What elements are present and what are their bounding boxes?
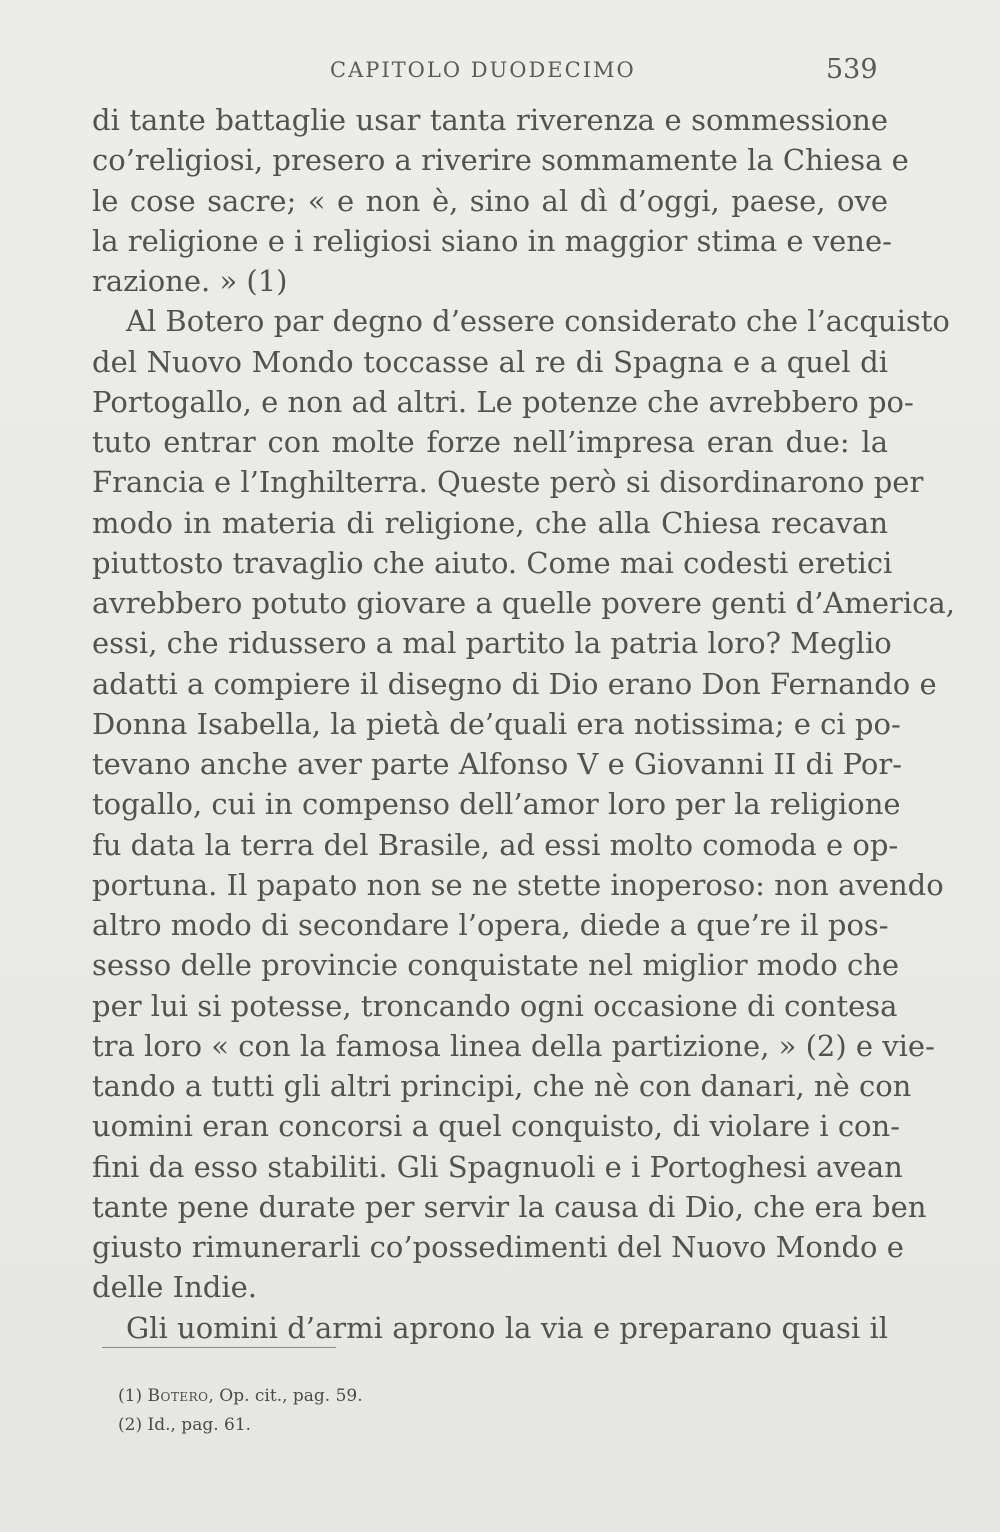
text-line: tando a tutti gli altri principi, che nè con danari, nè con	[92, 1069, 912, 1103]
text-line: modo in materia di religione, che alla Chiesa recavan	[92, 505, 888, 540]
text-line: le cose sacre; « e non è, sino al dì d’oggi, paese, ove	[92, 183, 888, 218]
text-line: del Nuovo Mondo toccasse al re di Spagna e a quel di	[92, 344, 888, 379]
text-line: sesso delle provincie conquistate nel miglior modo che	[92, 948, 900, 983]
text-line: portuna. Il papato non se ne stette inoperoso: non avendo	[92, 867, 944, 902]
text-line: altro modo di secondare l’opera, diede a que’re il pos-	[92, 908, 889, 942]
footnote-author: Botero	[147, 1386, 209, 1406]
running-title: CAPITOLO DUODECIMO	[330, 58, 636, 82]
text-line: fini da esso stabiliti. Gli Spagnuoli e i Portoghesi avean	[92, 1149, 903, 1184]
text-line: Francia e l’Inghilterra. Queste però si disordinarono per	[92, 465, 924, 500]
text-line: tuto entrar con molte forze nell’impresa eran due: la	[92, 425, 888, 459]
text-line: essi, che ridussero a mal partito la patria loro? Meglio	[92, 626, 892, 661]
text-line: togallo, cui in compenso dell’amor loro per la religione	[92, 787, 901, 822]
text-line: tante pene durate per servir la causa di Dio, che era ben	[92, 1189, 927, 1224]
footnote-mark: (2)	[118, 1415, 143, 1435]
footnote-rule	[102, 1347, 336, 1348]
running-head	[0, 54, 1000, 94]
text-line: per lui si potesse, troncando ogni occasione di contesa	[92, 988, 898, 1023]
text-line: Donna Isabella, la pietà de’quali era notissima; e ci po-	[92, 706, 901, 741]
footnote-text: , Op. cit., pag. 59.	[208, 1386, 363, 1406]
text-line: avrebbero potuto giovare a quelle povere genti d’America,	[92, 586, 955, 620]
page-number: 539	[826, 54, 878, 85]
text-line: Al Botero par degno d’essere considerato che l’acquisto	[126, 304, 950, 339]
text-line: Gli uomini d’armi aprono la via e preparano quasi il	[126, 1310, 888, 1345]
text-line: delle Indie.	[92, 1270, 258, 1305]
text-line: la religione e i religiosi siano in maggior stima e vene-	[92, 223, 892, 258]
text-line: Portogallo, e non ad altri. Le potenze che avrebbero po-	[92, 384, 914, 419]
footnote	[118, 1382, 618, 1411]
footnote	[118, 1411, 618, 1440]
text-line: tra loro « con la famosa linea della partizione, » (2) e vie-	[92, 1028, 935, 1063]
text-line: fu data la terra del Brasile, ad essi molto comoda e op-	[92, 827, 899, 862]
text-line: uomini eran concorsi a quel conquisto, di violare i con-	[92, 1109, 900, 1144]
text-line: co’religiosi, presero a riverire sommamente la Chiesa e	[92, 143, 909, 178]
footnotes	[118, 1382, 618, 1440]
text-line: adatti a compiere il disegno di Dio erano Don Fernando e	[92, 666, 937, 701]
footnote-text: Id., pag. 61.	[147, 1415, 252, 1435]
text-line: tevano anche aver parte Alfonso V e Giovanni II di Por-	[92, 747, 903, 781]
text-line: piuttosto travaglio che aiuto. Come mai codesti eretici	[92, 545, 893, 580]
body-text	[92, 100, 955, 1348]
text-line: di tante battaglie usar tanta riverenza e sommessione	[92, 103, 888, 137]
text-line: razione. » (1)	[92, 264, 288, 298]
footnote-mark: (1)	[118, 1386, 143, 1406]
text-line: giusto rimunerarli co’possedimenti del Nuovo Mondo e	[92, 1230, 904, 1264]
